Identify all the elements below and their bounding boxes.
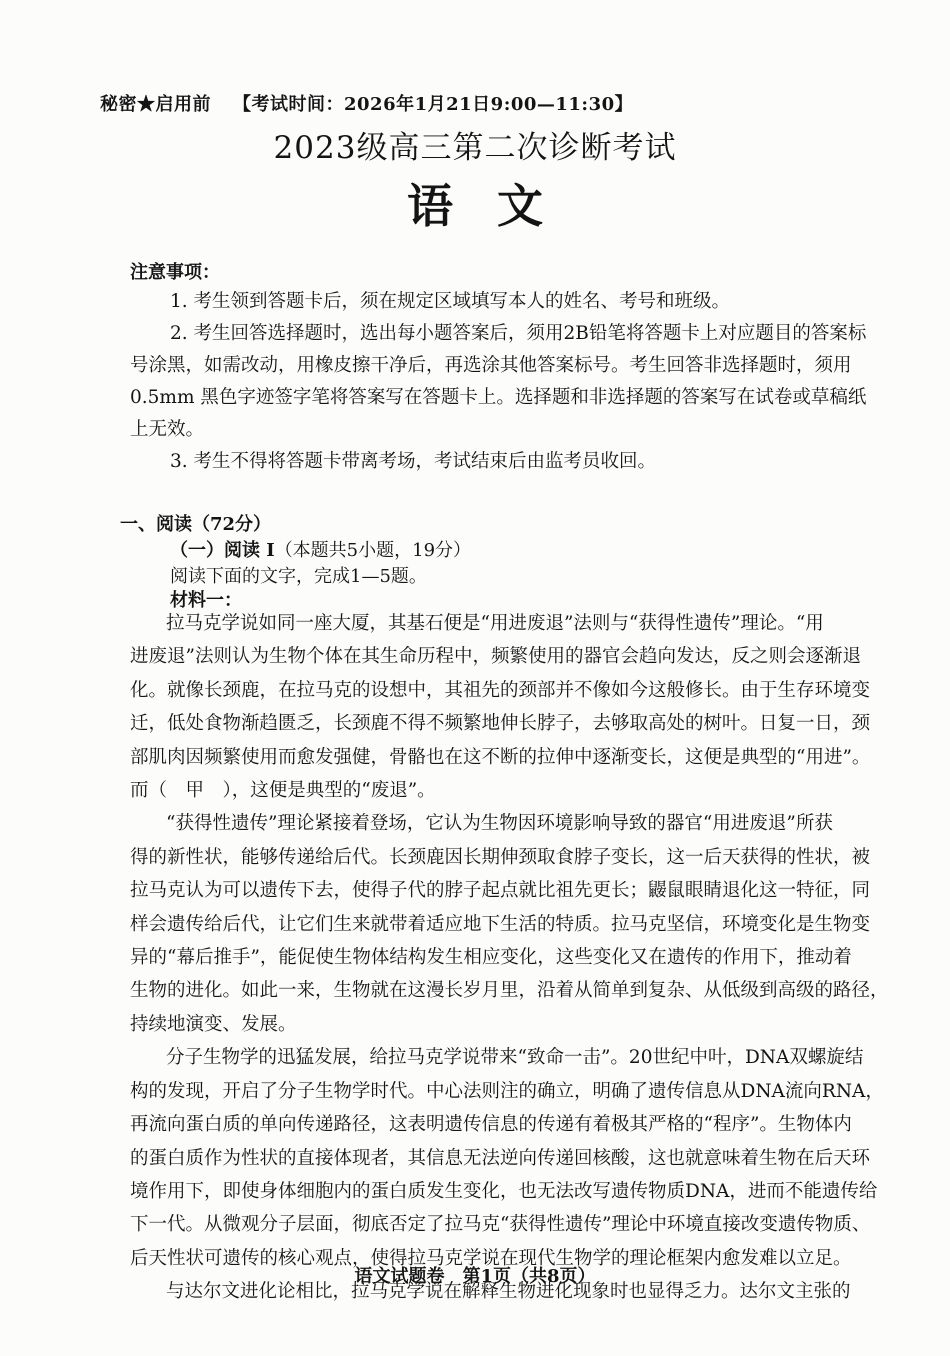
- passage-line: 部肌肉因频繁使用而愈发强健，骨骼也在这不断的拉伸中逐渐变长，这便是典型的“用进”。: [130, 746, 871, 768]
- passage-line: 而（ 甲 ），这便是典型的“废退”。: [130, 780, 436, 802]
- passage-line: 分子生物学的迅猛发展，给拉马克学说带来“致命一击”。20世纪中叶，DNA双螺旋结: [166, 1047, 864, 1069]
- passage-line: “获得性遗传”理论紧接着登场，它认为生物因环境影响导致的器官“用进废退”所获: [166, 813, 833, 835]
- exam-time: 【考试时间：2026年1月21日9:00—11:30】: [233, 94, 634, 115]
- passage-line: 持续地演变、发展。: [130, 1013, 297, 1035]
- subsection-label: （一）阅读 I: [170, 540, 275, 561]
- reading-passage: [130, 607, 889, 1309]
- subsection-detail: （本题共5小题，19分）: [274, 540, 472, 561]
- exam-title: 2023级高三第二次诊断考试: [273, 130, 677, 166]
- passage-line: 拉马克学说如同一座大厦，其基石便是“用进废退”法则与“获得性遗传”理论。“用: [166, 613, 824, 634]
- subject-title: 语文: [407, 179, 587, 233]
- passage-line: 后天性状可遗传的核心观点，使得拉马克学说在现代生物学的理论框架内愈发难以立足。: [130, 1247, 852, 1269]
- passage-line: 下一代。从微观分子层面，彻底否定了拉马克“获得性遗传”理论中环境直接改变遗传物质、: [130, 1214, 871, 1236]
- passage-line: 的蛋白质作为性状的直接体现者，其信息无法逆向传递回核酸，这也就意味着生物在后天环: [130, 1147, 871, 1169]
- notice-line: 0.5mm 黑色字迹签字笔将答案写在答题卡上。选择题和非选择题的答案写在试卷或草稿纸: [130, 387, 867, 408]
- passage-line: 生物的进化。如此一来，生物就在这漫长岁月里，沿着从简单到复杂、从低级到高级的路径，: [130, 980, 889, 1002]
- passage-line: 再流向蛋白质的单向传递路径，这表明遗传信息的传递有着极其严格的“程序”。生物体内: [130, 1114, 852, 1136]
- passage-line: 迁，低处食物渐趋匮乏，长颈鹿不得不频繁地伸长脖子，去够取高处的树叶。日复一日，颈: [130, 713, 871, 735]
- header-line: [100, 90, 633, 116]
- passage-line: 拉马克认为可以遗传下去，使得子代的脖子起点就比祖先更长；鼹鼠眼睛退化这一特征，同: [130, 880, 871, 902]
- confidential-label: 秘密★启用前: [100, 94, 211, 115]
- notice-list: [130, 286, 866, 478]
- passage-line: 异的“幕后推手”，能促使生物体结构发生相应变化，这些变化又在遗传的作用下，推动着: [130, 947, 852, 969]
- notice-line: 3. 考生不得将答题卡带离考场，考试结束后由监考员收回。: [170, 451, 657, 472]
- passage-line: 样会遗传给后代，让它们生来就带着适应地下生活的特质。拉马克坚信，环境变化是生物变: [130, 913, 871, 935]
- notice-line: 上无效。: [130, 419, 205, 440]
- notice-title: 注意事项：: [130, 262, 220, 283]
- passage-line: 构的发现，开启了分子生物学时代。中心法则注的确立，明确了遗传信息从DNA流向RNA，: [130, 1080, 884, 1102]
- material-label: 材料一：: [170, 590, 242, 611]
- passage-line: 进废退”法则认为生物个体在其生命历程中，频繁使用的器官会趋向发达，反之则会逐渐退: [130, 646, 861, 668]
- passage-line: 与达尔文进化论相比，拉马克学说在解释生物进化现象时也显得乏力。达尔文主张的: [166, 1281, 851, 1303]
- reading-instruction: 阅读下面的文字，完成1—5题。: [170, 566, 427, 587]
- subsection-heading: [170, 536, 471, 562]
- page-footer: 语文试题卷 第1页（共8页）: [354, 1266, 596, 1287]
- notice-line: 号涂黑，如需改动，用橡皮擦干净后，再选涂其他答案标号。考生回答非选择题时，须用: [130, 355, 852, 376]
- passage-line: 境作用下，即使身体细胞内的蛋白质发生变化，也无法改写遗传物质DNA，进而不能遗传给: [130, 1180, 878, 1202]
- section-heading: 一、阅读（72分）: [120, 514, 272, 535]
- passage-line: 得的新性状，能够传递给后代。长颈鹿因长期伸颈取食脖子变长，这一后天获得的性状，被: [130, 846, 871, 868]
- notice-line: 1. 考生领到答题卡后，须在规定区域填写本人的姓名、考号和班级。: [170, 291, 731, 312]
- passage-line: 化。就像长颈鹿，在拉马克的设想中，其祖先的颈部并不像如今这般修长。由于生存环境变: [130, 679, 871, 701]
- notice-line: 2. 考生回答选择题时，选出每小题答案后，须用2B铅笔将答题卡上对应题目的答案标: [170, 323, 867, 344]
